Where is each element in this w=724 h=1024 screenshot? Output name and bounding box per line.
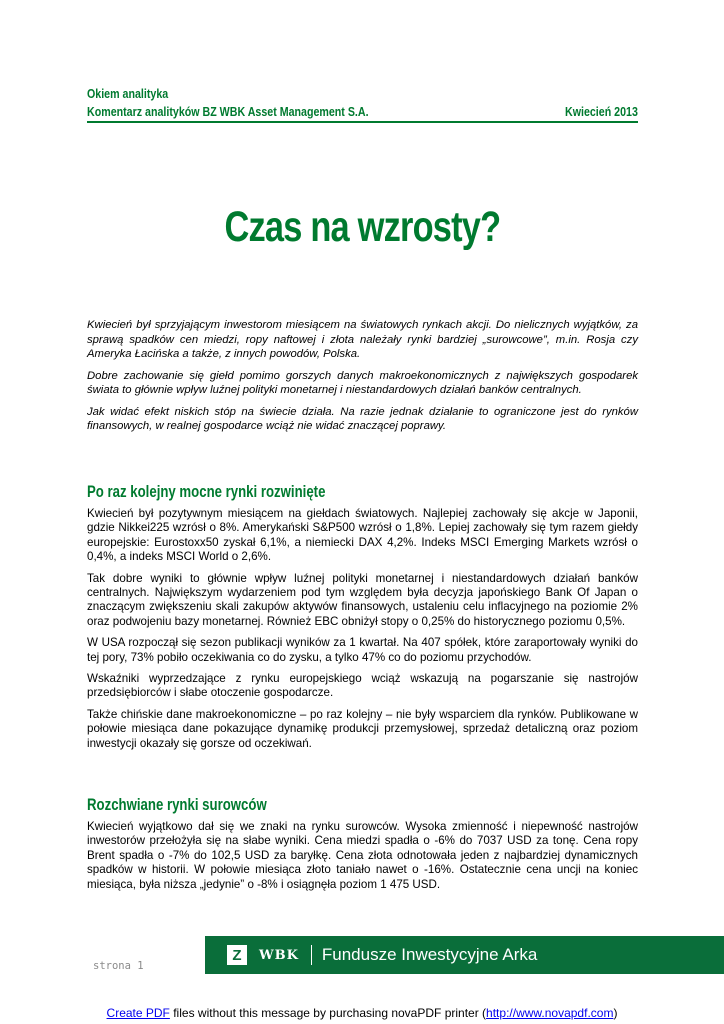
section-heading-text: Po raz kolejny mocne rynki rozwinięte (87, 483, 326, 501)
section-paragraph: Kwiecień był pozytywnym miesiącem na giełdach światowych. Najlepiej zachowały się akcje w Japonii, gdzie Nikkei225 wzrósł o 8%. Amerykański S&P500 wzrósł o 1,8%. Lepiej zachowały się tym razem giełdy europejskie: Eurostoxx50 zyskał 6,1%, a niemiecki DAX 4,2%. Indeks MSCI Emerging Markets wzrósł o 0,4%, a indeks MSCI World o 2,6%. (87, 507, 638, 564)
section-label: Okiem analityka (87, 86, 169, 101)
logo-separator (311, 945, 312, 965)
bzwbk-logo-icon: Z (227, 945, 247, 965)
header-subtitle: Komentarz analityków BZ WBK Asset Management S.A. (87, 104, 369, 119)
intro-paragraph: Dobre zachowanie się giełd pomimo gorszych danych makroekonomicznych z największych gospodarek świata to głównie wpływ luźnej polityki monetarnej i niestandardowych działań banków centralnych. (87, 369, 638, 396)
page-number: strona 1 (93, 960, 144, 972)
wbk-logo-text: WBK (259, 947, 299, 963)
intro (87, 318, 638, 441)
section-commodities (87, 796, 638, 899)
fund-name: Fundusze Inwestycyjne Arka (321, 945, 538, 964)
intro-paragraph: Jak widać efekt niskich stóp na świecie działa. Na razie jednak działanie to ograniczone jest do rynków finansowych, w realnej gospodarce wciąż nie widać znaczącej poprawy. (87, 405, 638, 432)
section-paragraph: Kwiecień wyjątkowo dał się we znaki na rynku surowców. Wysoka zmienność i niepewność nastrojów inwestorów przełożyła się na słabe wyniki. Cena miedzi spadła o -6% do 7037 USD za tonę. Cena ropy Brent spadła o -7% do 102,5 USD za baryłkę. Cena złota odnotowała jeden z najbardziej dynamicznych spadków w historii. W połowie miesiąca złoto taniało nawet o -16%. Ostatecznie cena uncji na koniec miesiąca, była niższa „jedynie” o -8% i osiągnęła poziom 1 475 USD. (87, 820, 638, 891)
section-paragraph: Wskaźniki wyprzedzające z rynku europejskiego wciąż wskazują na pogarszanie się nastrojów przedsiębiorców i słabe otoczenie gospodarcze. (87, 672, 638, 700)
header-row (87, 104, 638, 119)
page-title (0, 203, 724, 252)
create-pdf-link[interactable]: Create PDF (106, 1006, 170, 1020)
pdf-note-close: ) (613, 1006, 618, 1020)
section-heading (87, 483, 638, 502)
section-paragraph: W USA rozpoczął się sezon publikacji wyników za 1 kwartał. Na 407 spółek, które zaraportowały wyniki do tej pory, 73% pobiło oczekiwania co do zysku, a tylko 47% co do poziomu przychodów. (87, 636, 638, 664)
header-date: Kwiecień 2013 (565, 104, 638, 119)
intro-paragraph: Kwiecień był sprzyjającym inwestorom miesiącem na światowych rynkach akcji. Do nielicznych wyjątków, za sprawą spadków cen miedzi, ropy naftowej i złota należały rynki bardziej „surowcowe”, m.in. Rosja czy Ameryka Łacińska a także, z innych powodów, Polska. (87, 319, 638, 360)
section-heading-text: Rozchwiane rynki surowców (87, 796, 267, 814)
header-divider (87, 121, 638, 123)
footer-banner (205, 936, 724, 974)
page-title-text: Czas na wzrosty? (224, 203, 500, 251)
section-developed-markets (87, 483, 638, 758)
section-paragraph: Tak dobre wyniki to głównie wpływ luźnej polityki monetarnej i niestandardowych działań banków centralnych. Największym wydarzeniem pod tym względem była decyzja japońskiego Bank Of Japan o znaczącym zwiększeniu skali zakupów aktywów finansowych, ustaleniu celu inflacyjnego na poziomie 2% oraz podwojeniu bazy monetarnej. Również EBC obniżył stopy o 0,25% do historycznego poziomu 0,5%. (87, 571, 638, 628)
section-heading (87, 796, 638, 815)
pdf-note-text: files without this message by purchasing novaPDF printer ( (169, 1006, 487, 1020)
novapdf-link[interactable]: http://www.novapdf.com (486, 1006, 614, 1020)
section-paragraph: Także chińskie dane makroekonomiczne – po raz kolejny – nie były wsparciem dla rynków. Publikowane w połowie miesiąca dane pokazujące dynamikę produkcji przemysłowej, sprzedaż detaliczną oraz poziom inwestycji okazały się gorsze od oczekiwań. (87, 707, 638, 750)
pdf-printer-note (0, 1006, 724, 1020)
